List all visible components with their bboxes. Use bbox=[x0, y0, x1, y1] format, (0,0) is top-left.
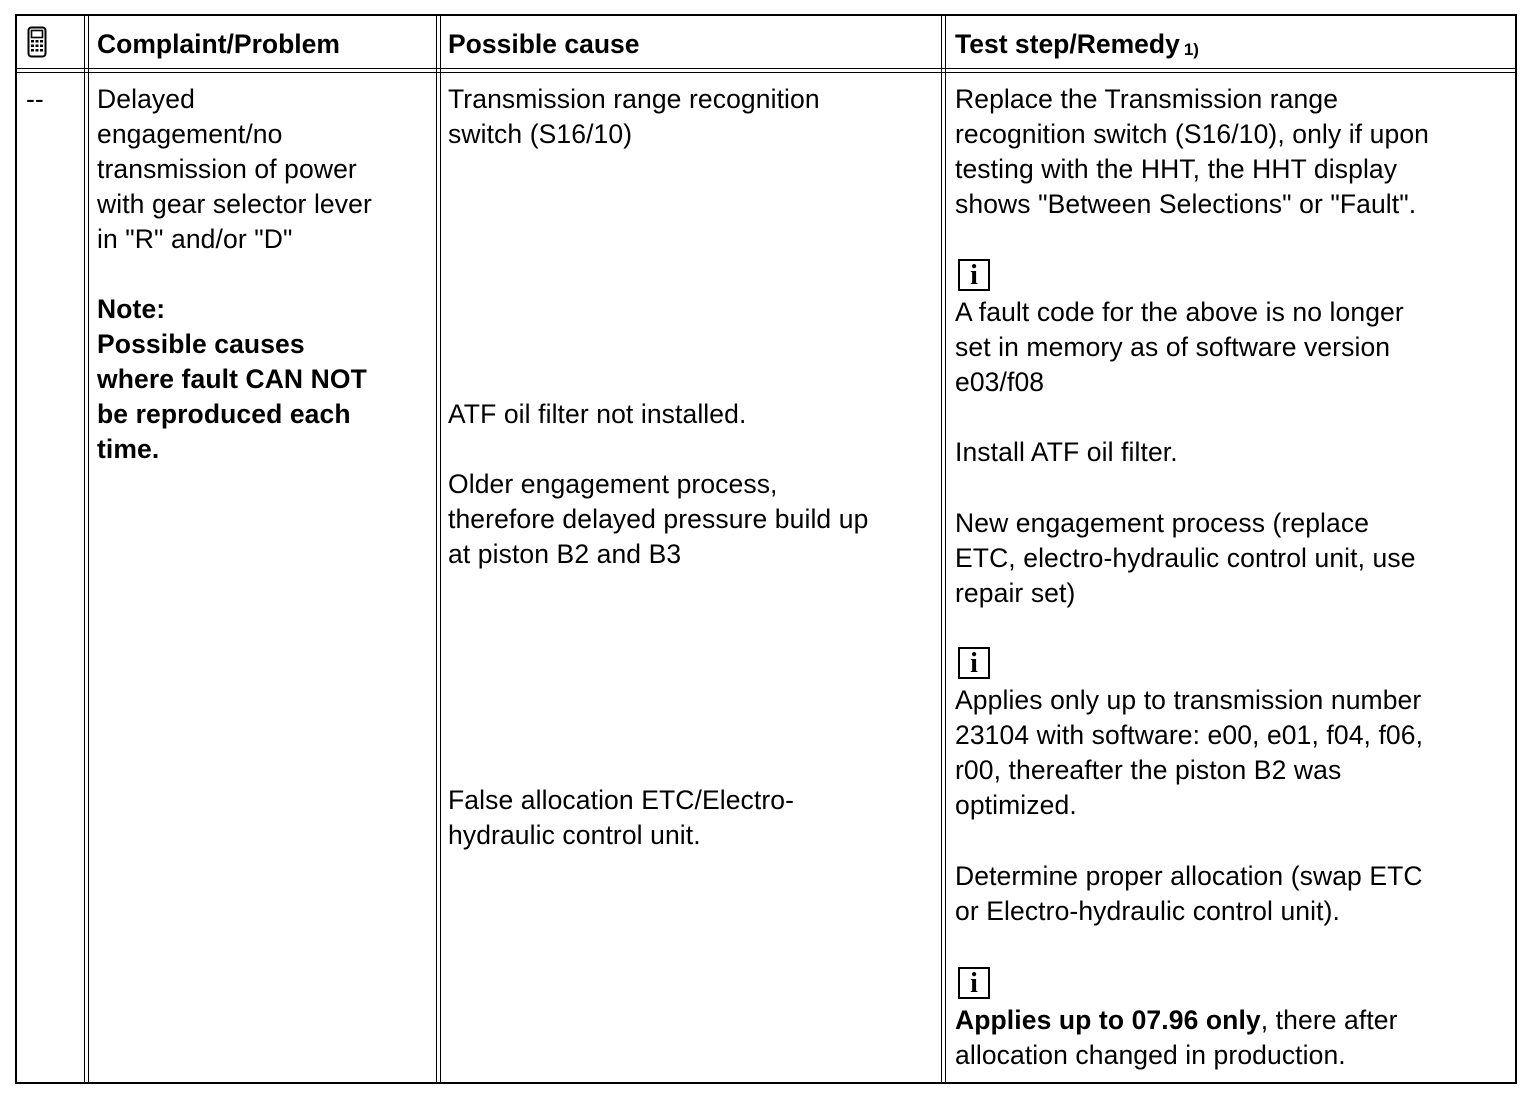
cause-line: hydraulic control unit. bbox=[448, 820, 701, 850]
remedy-line: New engagement process (replace bbox=[955, 508, 1370, 538]
info-line: Applies only up to transmission number bbox=[955, 685, 1422, 715]
complaint-line: with gear selector lever bbox=[97, 189, 372, 219]
complaint-text bbox=[97, 82, 372, 257]
cause-line: Older engagement process, bbox=[448, 469, 778, 499]
footnote-marker: 1) bbox=[1183, 40, 1199, 59]
note-line: Possible causes bbox=[97, 329, 305, 359]
column-divider bbox=[941, 14, 946, 1084]
remedy-line: testing with the HHT, the HHT display bbox=[955, 154, 1398, 184]
info-line bbox=[955, 1003, 1398, 1038]
header-divider bbox=[15, 68, 1517, 73]
info-icon: i bbox=[958, 259, 990, 291]
note-line: Note: bbox=[97, 294, 166, 324]
remedy-line: recognition switch (S16/10), only if upon bbox=[955, 119, 1429, 149]
remedy-line: or Electro-hydraulic control unit). bbox=[955, 896, 1340, 926]
info-line: r00, thereafter the piston B2 was bbox=[955, 755, 1342, 785]
note-line: where fault CAN NOT bbox=[97, 364, 367, 394]
cause-line: switch (S16/10) bbox=[448, 119, 633, 149]
info-text: , there after bbox=[1260, 1005, 1398, 1035]
complaint-line: engagement/no bbox=[97, 119, 283, 149]
note-line: time. bbox=[97, 434, 160, 464]
info-note-transmission-number bbox=[955, 683, 1423, 823]
remedy-line: Install ATF oil filter. bbox=[955, 437, 1178, 467]
cause-range-switch bbox=[448, 82, 820, 152]
remedy-line: Replace the Transmission range bbox=[955, 84, 1339, 114]
info-note-fault-code bbox=[955, 295, 1404, 400]
header-test-step-remedy bbox=[955, 26, 1199, 66]
header-possible-cause: Possible cause bbox=[448, 29, 640, 59]
info-line: A fault code for the above is no longer bbox=[955, 297, 1404, 327]
cause-line: ATF oil filter not installed. bbox=[448, 399, 747, 429]
complaint-line: Delayed bbox=[97, 84, 195, 114]
cause-engagement-process bbox=[448, 467, 868, 572]
complaint-line: in "R" and/or "D" bbox=[97, 224, 293, 254]
column-divider bbox=[84, 14, 89, 1084]
cause-line: False allocation ETC/Electro- bbox=[448, 785, 795, 815]
cause-line: at piston B2 and B3 bbox=[448, 539, 682, 569]
remedy-new-engagement bbox=[955, 506, 1416, 611]
info-line: optimized. bbox=[955, 790, 1077, 820]
remedy-line: ETC, electro-hydraulic control unit, use bbox=[955, 543, 1416, 573]
cause-line: therefore delayed pressure build up bbox=[448, 504, 869, 534]
header-remedy-label: Test step/Remedy bbox=[955, 29, 1180, 59]
info-note-production-change bbox=[955, 1003, 1398, 1073]
cause-line: Transmission range recognition bbox=[448, 84, 820, 114]
info-icon: i bbox=[958, 967, 990, 999]
header-complaint: Complaint/Problem bbox=[97, 29, 340, 59]
remedy-line: Determine proper allocation (swap ETC bbox=[955, 861, 1423, 891]
note-line: be reproduced each bbox=[97, 399, 351, 429]
cause-atf-filter bbox=[448, 397, 746, 432]
info-icon: i bbox=[958, 647, 990, 679]
info-line: 23104 with software: e00, e01, f04, f06, bbox=[955, 720, 1424, 750]
info-bold-text: Applies up to 07.96 only bbox=[955, 1005, 1261, 1035]
remedy-replace-switch bbox=[955, 82, 1429, 222]
remedy-line: shows "Between Selections" or "Fault". bbox=[955, 189, 1417, 219]
cause-false-allocation bbox=[448, 783, 794, 853]
column-divider bbox=[436, 14, 441, 1084]
remedy-install-filter bbox=[955, 435, 1178, 470]
complaint-note bbox=[97, 292, 367, 467]
complaint-line: transmission of power bbox=[97, 154, 357, 184]
remedy-line: repair set) bbox=[955, 578, 1076, 608]
remedy-determine-allocation bbox=[955, 859, 1423, 929]
info-line: set in memory as of software version bbox=[955, 332, 1391, 362]
row-code: -- bbox=[26, 84, 44, 114]
handheld-tester-icon bbox=[27, 26, 47, 58]
info-line: e03/f08 bbox=[955, 367, 1045, 397]
info-line: allocation changed in production. bbox=[955, 1040, 1346, 1070]
